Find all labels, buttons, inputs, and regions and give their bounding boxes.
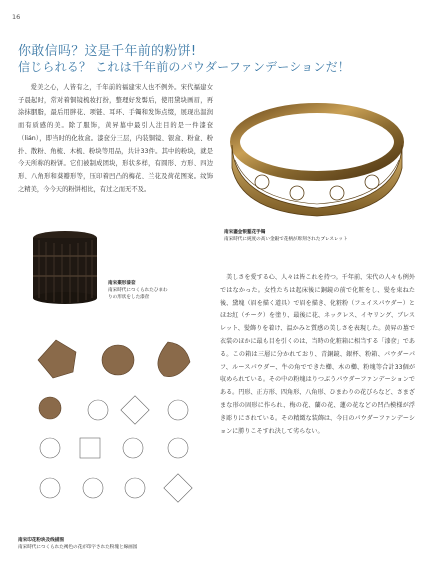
lacquer-box-photo	[26, 228, 104, 306]
powder-cakes-photo	[18, 330, 213, 530]
lacquer-box-caption-title: 南宋棗形漆奁	[108, 281, 136, 286]
lacquer-box-caption	[108, 280, 168, 301]
powder-cakes-caption-desc: 南宋時代につくられた褐色の花が印字された粉塊と線画図	[18, 545, 138, 550]
bracelet-caption-title: 南宋鎏金银錾花手镯	[224, 230, 266, 235]
page-number: 16	[12, 13, 21, 21]
title-japanese: 信じられる？ これは千年前のパウダーファンデーションだ！	[18, 60, 350, 74]
body-text-chinese	[18, 82, 213, 196]
lacquer-box-caption-desc: 南宋時代につくられたひまわりの形状をした漆奁	[108, 288, 168, 300]
bracelet-photo	[222, 90, 412, 218]
body-text-japanese	[220, 272, 415, 438]
bracelet-caption-desc: 南宋時代に純度の高い金銀で花柄が彫刻されたブレスレット	[224, 237, 348, 242]
powder-cakes-caption	[18, 537, 218, 551]
body-paragraph-chinese: 爱美之心，人皆有之，千年前的福建宋人也不例外。宋代福建女子晨起时，常对着铜镜梳妆打扮，整理好发髻后，使用黛块画眉，再涂抹胭脂，最后用胖花、项链、耳环、手镯和发饰点缀，展现出温润而有质感的美。除了服饰，黄昇墓中最引人注目的是一件漆奁（lián），即当时的化妆盒。漆奁分三层，内装铜镜、银盒、粉盒、粉扑、散粉、角梳、木梳、粉块等用品，共计33件。其中的粉块，就是今天所称的粉饼。它们被制成团块，形状多样，有圆形、方形、四边形、八角形和葵瓣形等，压印着凹凸的梅花、兰花及荷花图案。纹饰之精美，今今天的粉饼相比，有过之而无不及。	[18, 84, 213, 193]
title-chinese: 你敢信吗？这是千年前的粉饼!	[18, 44, 197, 59]
bracelet-caption	[224, 229, 394, 243]
powder-cakes-caption-title: 南宋印花粉块及线描图	[18, 538, 64, 543]
body-paragraph-japanese: 美しさを愛する心、人々は皆これを持つ。千年前、宋代の人々も例外ではなかった。女性たちは起床後に銅鏡の前で化粧をし、髪を束ねた後、黛塊（眉を描く道具）で眉を描き、化粧粉（フェイスパウダー）とほお紅（チーク）を塗り、最後に花、ネックレス、イヤリング、ブレスレット、髪飾りを着け、温かみと質感の美しさを表現した。黄昇の墓で衣装のほかに最も目を引くのは、当時の化粧箱に相当する「漆奁」である。この箱は三層に分かれており、青銅鏡、銀杯、粉箱、パウダーパフ、ルースパウダー、牛の角でできた櫛、木の櫛、粉塊等合計33個が収められている。その中の粉塊はりつぶうパウダーファンデーションである。円形、正方形、四角形、八角形、ひまわりの花びらなど、さまざまな形の固形に作られ、梅の花、蘭の花、蓮の花などの凹凸模様が浮き彫りにされている。その精緻な装飾は、今日のパウダーファンデーションに勝りこそすれ決して劣らない。	[220, 274, 415, 435]
